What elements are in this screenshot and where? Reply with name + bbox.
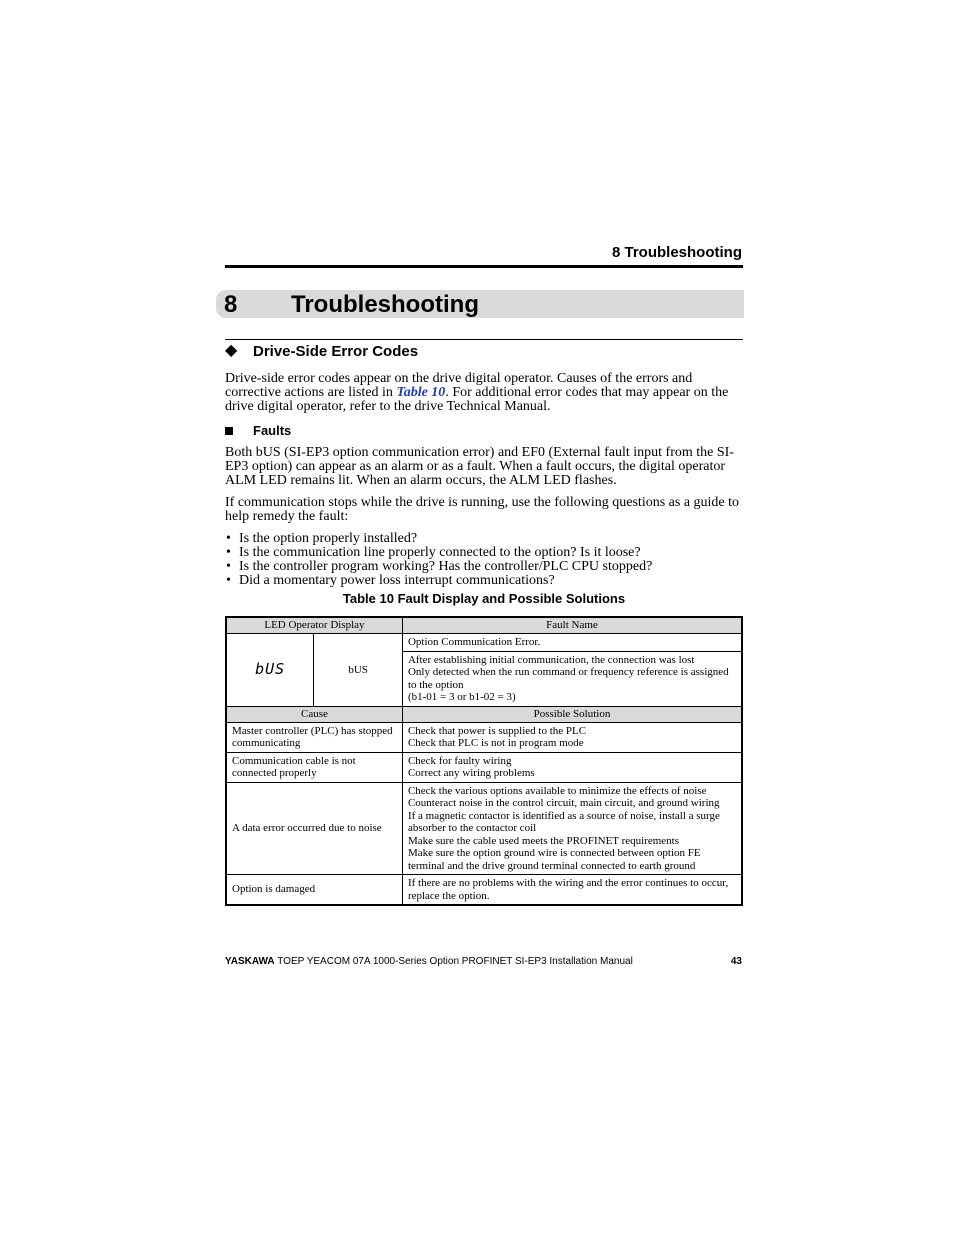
- square-bullet-icon: [225, 427, 233, 435]
- running-head: 8 Troubleshooting: [612, 244, 742, 261]
- fault-table: [225, 616, 743, 906]
- intro-text-after: . For additional error codes that may appear on the drive digital operator, refer to the drive Technical Manual.: [225, 385, 729, 414]
- chapter-number: 8: [224, 291, 238, 318]
- table-row: [226, 875, 742, 906]
- chapter-title: Troubleshooting: [291, 291, 479, 318]
- guide-paragraph: If communication stops while the drive is running, use the following questions as a guide to help remedy the fault:: [225, 495, 740, 524]
- led-display-glyph: bUS: [255, 659, 286, 678]
- fault-code: bUS: [314, 634, 403, 707]
- header-fault-name: Fault Name: [402, 617, 742, 634]
- table-row: [226, 722, 742, 752]
- cause-cell: A data error occurred due to noise: [226, 782, 402, 875]
- table-10-link[interactable]: Table 10: [396, 385, 446, 400]
- header-rule: [225, 265, 743, 268]
- faults-paragraph: Both bUS (SI-EP3 option communication error) and EF0 (External fault input from the SI-EP3 option) can appear as an alarm or as a fault. When a fault occurs, the digital operator ALM LED remains lit. When an alarm occurs, the ALM LED flashes.: [225, 445, 734, 488]
- cause-cell: Master controller (PLC) has stopped communicating: [226, 722, 402, 752]
- solution-cell: Check that power is supplied to the PLC Check that PLC is not in program mode: [402, 722, 742, 752]
- list-item: • Is the communication line properly connected to the option? Is it loose?: [226, 545, 641, 560]
- solution-cell: Check for faulty wiring Correct any wiring problems: [402, 752, 742, 782]
- subsection-title: Faults: [253, 423, 292, 438]
- footer-title: TOEP YEACOM 07A 1000-Series Option PROFINET SI-EP3 Installation Manual: [274, 956, 633, 967]
- diamond-icon: ◆: [225, 342, 238, 359]
- table-row: [226, 752, 742, 782]
- bullet-dot-icon: •: [226, 545, 231, 560]
- section-title: Drive-Side Error Codes: [253, 343, 419, 360]
- table-row: [226, 782, 742, 875]
- solution-cell: If there are no problems with the wiring and the error continues to occur, replace the option.: [402, 875, 742, 906]
- led-display-cell: [226, 634, 314, 707]
- intro-text-before: Drive-side error codes appear on the drive digital operator. Causes of the errors and corrective actions are listed in: [225, 371, 693, 400]
- footer: [225, 956, 633, 968]
- list-item: • Did a momentary power loss interrupt communications?: [226, 573, 555, 588]
- question-list: [225, 532, 743, 588]
- page-number: 43: [730, 956, 742, 967]
- intro-paragraph: [225, 372, 743, 414]
- header-possible-solution: Possible Solution: [402, 706, 742, 722]
- list-item: • Is the controller program working? Has the controller/PLC CPU stopped?: [226, 559, 653, 574]
- bullet-dot-icon: •: [226, 573, 231, 588]
- header-led-display: LED Operator Display: [226, 617, 402, 634]
- header-cause: Cause: [226, 706, 402, 722]
- list-item: • Is the option properly installed?: [226, 531, 418, 546]
- solution-cell: Check the various options available to minimize the effects of noise Counteract noise in the control circuit, main circuit, and ground wiring If a magnetic contactor is identified as a source of noise, install a surge absorber to the contactor coil Make sure the cable used meets the PROFINET requirements Make sure the option ground wire is connected between option FE terminal and the drive ground terminal connected to earth ground: [402, 782, 742, 875]
- cause-cell: Communication cable is not connected properly: [226, 752, 402, 782]
- cause-cell: Option is damaged: [226, 875, 402, 906]
- fault-name: Option Communication Error.: [402, 634, 742, 652]
- footer-brand: YASKAWA: [225, 956, 275, 967]
- bullet-dot-icon: •: [226, 531, 231, 546]
- chapter-rule: [225, 339, 743, 340]
- fault-detail: After establishing initial communication, the connection was lost Only detected when the run command or frequency reference is assigned to the option (b1-01 = 3 or b1-02 = 3): [402, 651, 742, 706]
- table-caption: Table 10 Fault Display and Possible Solutions: [342, 591, 626, 606]
- bullet-dot-icon: •: [226, 559, 231, 574]
